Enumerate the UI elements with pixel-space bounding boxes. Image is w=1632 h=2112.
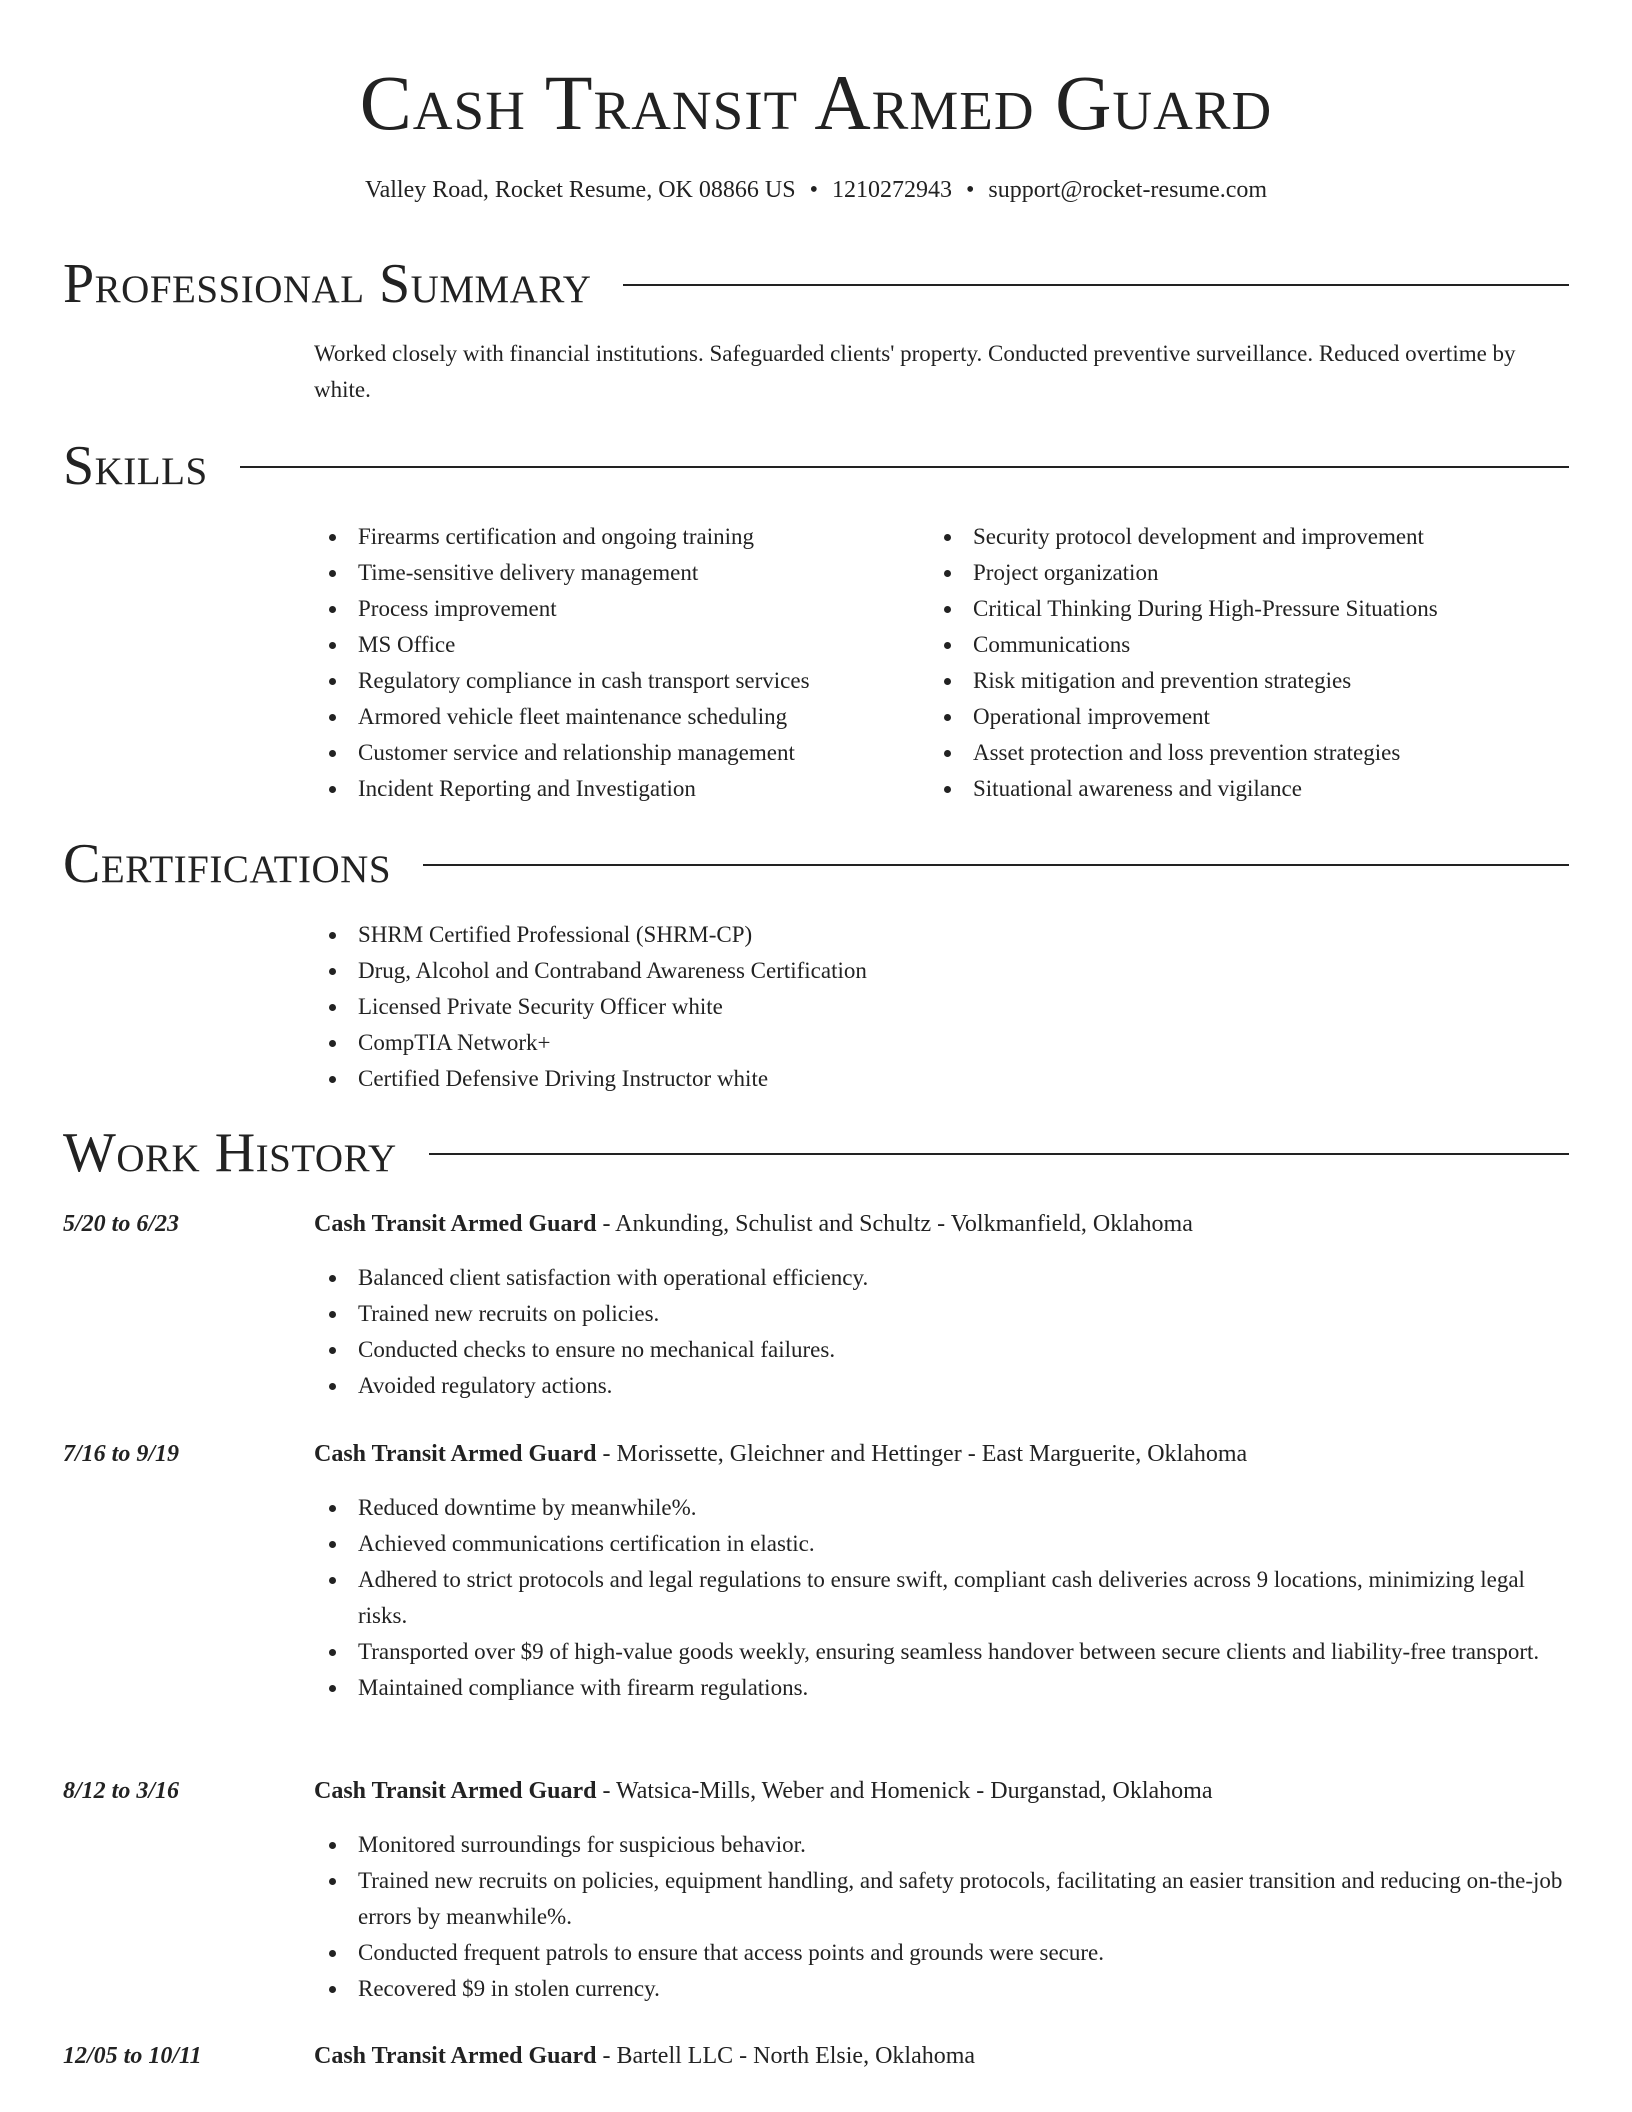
work-history-heading: Work History — [63, 1122, 397, 1184]
job-duties-list — [314, 1260, 1569, 1404]
skill-item: Project organization — [929, 555, 1569, 591]
job-employer: - Ankunding, Schulist and Schultz - Volkmanfield, Oklahoma — [596, 1211, 1193, 1237]
job-duty: Trained new recruits on policies, equipment handling, and safety protocols, facilitating an easier transition and reducing on-the-job errors by meanwhile%. — [314, 1863, 1569, 1935]
section-divider — [429, 1153, 1569, 1155]
skill-item: Customer service and relationship management — [314, 735, 914, 771]
skill-item: MS Office — [314, 627, 914, 663]
skill-item: Time-sensitive delivery management — [314, 555, 914, 591]
skill-item: Armored vehicle fleet maintenance scheduling — [314, 699, 914, 735]
job-duty: Avoided regulatory actions. — [314, 1368, 1569, 1404]
summary-section-header — [63, 254, 1569, 314]
job-title-line — [314, 2038, 1569, 2074]
summary-text: Worked closely with financial institutions. Safeguarded clients' property. Conducted preventive surveillance. Reduced overtime by white. — [314, 341, 1516, 402]
certification-item: Certified Defensive Driving Instructor white — [314, 1061, 1314, 1097]
job-duty: Conducted checks to ensure no mechanical failures. — [314, 1332, 1569, 1368]
job-dates: 8/12 to 3/16 — [63, 1778, 180, 1804]
skills-heading: Skills — [63, 435, 208, 497]
job-dates: 5/20 to 6/23 — [63, 1211, 180, 1237]
skill-item: Regulatory compliance in cash transport services — [314, 663, 914, 699]
skill-item: Critical Thinking During High-Pressure Situations — [929, 591, 1569, 627]
job-duties-list — [314, 1827, 1569, 2007]
certification-item: Drug, Alcohol and Contraband Awareness Certification — [314, 953, 1314, 989]
section-divider — [423, 864, 1569, 866]
skill-item: Risk mitigation and prevention strategies — [929, 663, 1569, 699]
job-entry — [63, 2038, 1569, 2074]
job-title: Cash Transit Armed Guard — [314, 1778, 597, 1804]
job-duty: Balanced client satisfaction with operational efficiency. — [314, 1260, 1569, 1296]
section-divider — [240, 466, 1569, 468]
job-title: Cash Transit Armed Guard — [314, 2043, 597, 2069]
contact-separator: • — [809, 177, 818, 203]
job-dates: 12/05 to 10/11 — [63, 2043, 202, 2069]
candidate-name: Cash Transit Armed Guard — [359, 59, 1273, 146]
job-title-line — [314, 1206, 1569, 1242]
job-title: Cash Transit Armed Guard — [314, 1441, 597, 1467]
job-employer: - Morissette, Gleichner and Hettinger - East Marguerite, Oklahoma — [596, 1441, 1248, 1467]
job-duty: Adhered to strict protocols and legal regulations to ensure swift, compliant cash deliveries across 9 locations, minimizing legal risks. — [314, 1562, 1569, 1634]
certifications-section-header — [63, 834, 1569, 894]
summary-body — [314, 336, 1569, 408]
skill-item: Process improvement — [314, 591, 914, 627]
skill-item: Firearms certification and ongoing training — [314, 519, 914, 555]
certification-item: SHRM Certified Professional (SHRM-CP) — [314, 917, 1314, 953]
skill-item: Security protocol development and improvement — [929, 519, 1569, 555]
contact-separator: • — [965, 177, 975, 203]
section-divider — [623, 284, 1569, 286]
skills-list-right — [929, 519, 1569, 807]
contact-line — [0, 174, 1632, 206]
contact-email[interactable]: support@rocket-resume.com — [988, 177, 1268, 203]
job-employer: - Bartell LLC - North Elsie, Oklahoma — [596, 2043, 976, 2069]
job-title-line — [314, 1436, 1569, 1472]
skills-list-left — [314, 519, 914, 807]
summary-heading: Professional Summary — [63, 253, 592, 315]
job-duty: Transported over $9 of high-value goods weekly, ensuring seamless handover between secure clients and liability-free transport. — [314, 1634, 1569, 1670]
skill-item: Situational awareness and vigilance — [929, 771, 1569, 807]
job-employer: - Watsica-Mills, Weber and Homenick - Durganstad, Oklahoma — [596, 1778, 1213, 1804]
job-entry — [63, 1436, 1569, 1706]
skill-item: Asset protection and loss prevention strategies — [929, 735, 1569, 771]
job-dates: 7/16 to 9/19 — [63, 1441, 180, 1467]
job-duty: Achieved communications certification in elastic. — [314, 1526, 1569, 1562]
job-title-line — [314, 1773, 1569, 1809]
job-entry — [63, 1206, 1569, 1404]
certifications-heading: Certifications — [63, 833, 392, 895]
job-duty: Monitored surroundings for suspicious behavior. — [314, 1827, 1569, 1863]
contact-phone: 1210272943 — [831, 177, 952, 203]
job-duty: Maintained compliance with firearm regulations. — [314, 1670, 1569, 1706]
certification-item: CompTIA Network+ — [314, 1025, 1314, 1061]
certifications-list — [314, 917, 1314, 1097]
job-duty: Recovered $9 in stolen currency. — [314, 1971, 1569, 2007]
job-entry — [63, 1773, 1569, 2007]
job-duty: Reduced downtime by meanwhile%. — [314, 1490, 1569, 1526]
work-history-section-header — [63, 1123, 1569, 1183]
skill-item: Incident Reporting and Investigation — [314, 771, 914, 807]
job-title: Cash Transit Armed Guard — [314, 1211, 597, 1237]
contact-address: Valley Road, Rocket Resume, OK 08866 US — [364, 177, 796, 203]
skills-section-header — [63, 436, 1569, 496]
job-duty: Conducted frequent patrols to ensure that access points and grounds were secure. — [314, 1935, 1569, 1971]
skill-item: Operational improvement — [929, 699, 1569, 735]
job-duties-list — [314, 1490, 1569, 1706]
skill-item: Communications — [929, 627, 1569, 663]
certification-item: Licensed Private Security Officer white — [314, 989, 1314, 1025]
job-duty: Trained new recruits on policies. — [314, 1296, 1569, 1332]
